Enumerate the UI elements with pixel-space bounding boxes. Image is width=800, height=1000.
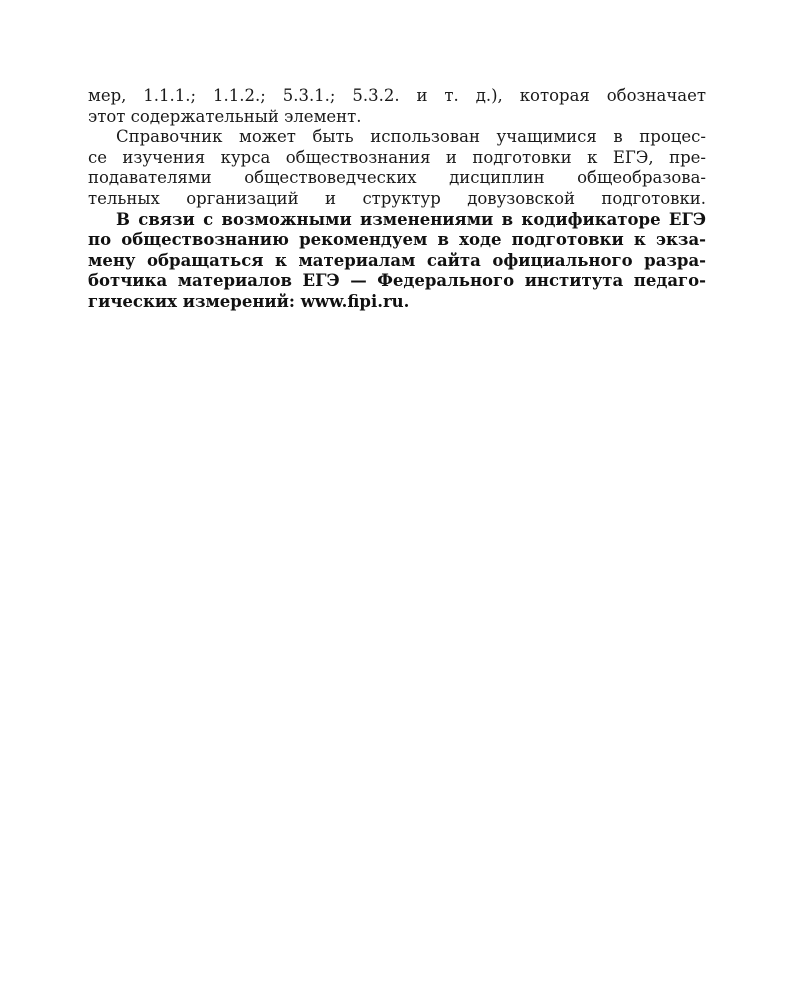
text-line: мену обращаться к материалам сайта официального разра- bbox=[88, 250, 706, 270]
text-line: Справочник может быть использован учащимися в процес- bbox=[116, 127, 706, 147]
text-line: се изучения курса обществознания и подготовки к ЕГЭ, пре- bbox=[88, 147, 706, 167]
paragraph-continuation bbox=[88, 86, 706, 127]
text-line: подавателями обществоведческих дисциплин общеобразова- bbox=[88, 168, 706, 188]
document-page bbox=[88, 86, 706, 313]
text-line: гических измерений: www.fipi.ru. bbox=[88, 291, 410, 311]
text-line: ботчика материалов ЕГЭ — Федерального института педаго- bbox=[88, 271, 706, 291]
paragraph-reference-usage bbox=[88, 127, 706, 209]
text-line: этот содержательный элемент. bbox=[88, 106, 362, 126]
paragraph-fipi-notice bbox=[88, 210, 706, 313]
text-line: тельных организаций и структур довузовской подготовки. bbox=[88, 188, 706, 208]
text-line: по обществознанию рекомендуем в ходе подготовки к экза- bbox=[88, 230, 706, 250]
text-line: мер, 1.1.1.; 1.1.2.; 5.3.1.; 5.3.2. и т. д.), которая обозначает bbox=[88, 86, 706, 105]
text-line: В связи с возможными изменениями в кодификаторе ЕГЭ bbox=[116, 209, 706, 229]
